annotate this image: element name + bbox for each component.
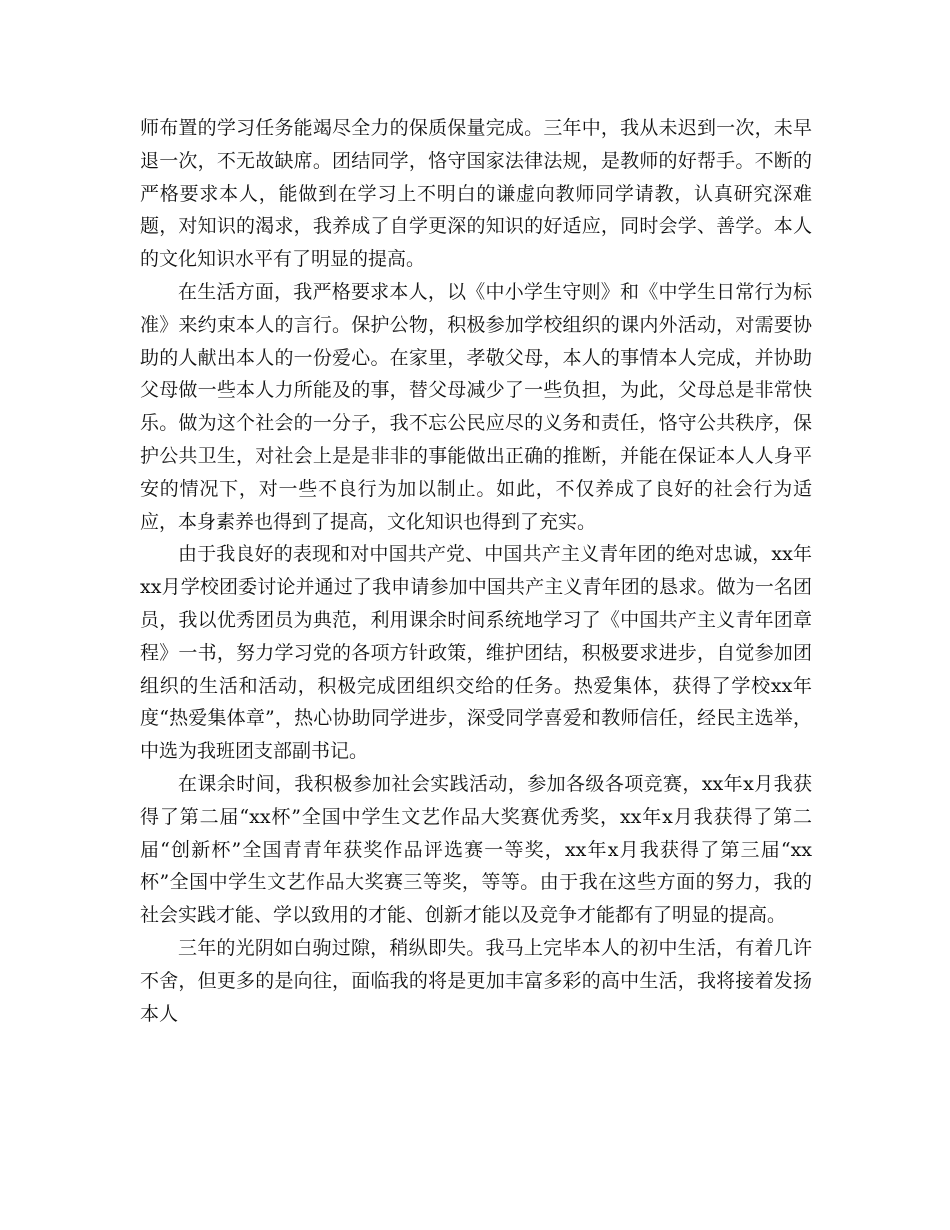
paragraph-life: 在生活方面，我严格要求本人，以《中小学生守则》和《中学生日常行为标准》来约束本人的言行。保护公物，积极参加学校组织的课内外活动，对需要协助的人献出本人的一份爱心。在家里，孝敬父母，本人的事情本人完成，并协助父母做一些本人力所能及的事，替父母减少了一些负担，为此，父母总是非常快乐。做为这个社会的一分子，我不忘公民应尽的义务和责任，恪守公共秩序，保护公共卫生，对社会上是是非非的事能做出正确的推断，并能在保证本人人身平安的情况下，对一些不良行为加以制止。如此，不仅养成了良好的社会行为适应，本身素养也得到了提高，文化知识也得到了充实。 [140,280,812,533]
paragraph-conclusion: 三年的光阴如白驹过隙，稍纵即失。我马上完毕本人的初中生活，有着几许不舍，但更多的是向往，面临我的将是更加丰富多彩的高中生活，我将接着发扬本人 [140,936,812,1025]
document-body [140,112,812,1030]
paragraph-study: 师布置的学习任务能竭尽全力的保质保量完成。三年中，我从未迟到一次，未早退一次，不无故缺席。团结同学，恪守国家法律法规，是教师的好帮手。不断的严格要求本人，能做到在学习上不明白的谦虚向教师同学请教，认真研究深难题，对知识的渴求，我养成了自学更深的知识的好适应，同时会学、善学。本人的文化知识水平有了明显的提高。 [140,117,812,271]
paragraph-league: 由于我良好的表现和对中国共产党、中国共产主义青年团的绝对忠诚，xx年xx月学校团委讨论并通过了我申请参加中国共产主义青年团的恳求。做为一名团员，我以优秀团员为典范，利用课余时间系统地学习了《中国共产主义青年团章程》一书，努力学习党的各项方针政策，维护团结，积极要求进步，自觉参加团组织的生活和活动，积极完成团组织交给的任务。热爱集体，获得了学校xx年度“热爱集体章”，热心协助同学进步，深受同学喜爱和教师信任，经民主选举，中选为我班团支部副书记。 [140,543,812,763]
paragraph-activities: 在课余时间，我积极参加社会实践活动，参加各级各项竞赛，xx年x月我获得了第二届“xx杯”全国中学生文艺作品大奖赛优秀奖，xx年x月我获得了第二届“创新杯”全国青青年获奖作品评选赛一等奖，xx年x月我获得了第三届“xx杯”全国中学生文艺作品大奖赛三等奖，等等。由于我在这些方面的努力，我的社会实践才能、学以致用的才能、创新才能以及竞争才能都有了明显的提高。 [140,772,812,927]
